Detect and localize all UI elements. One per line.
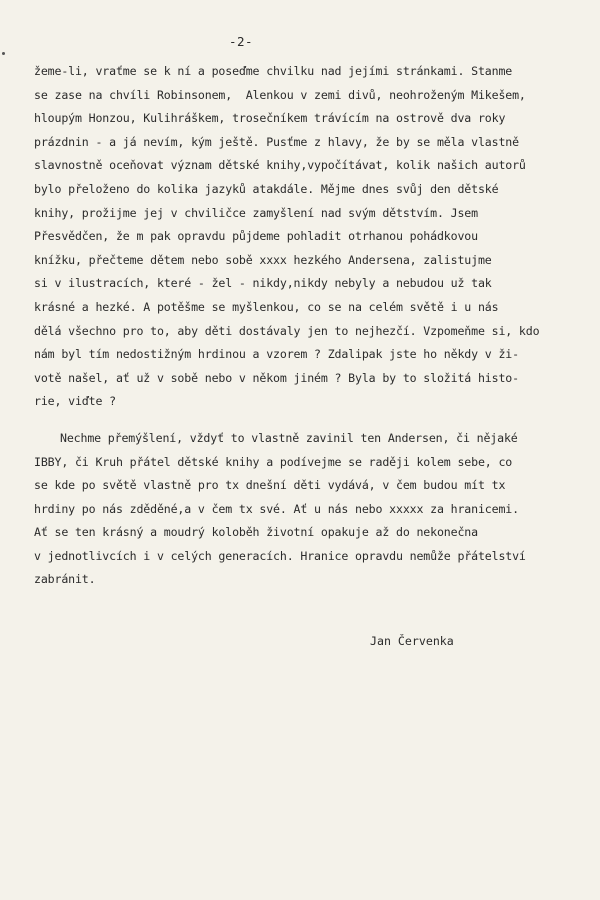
text-line: žeme-li, vraťme se k ní a poseďme chvilku nad jejími stránkami. Stanme xyxy=(34,64,513,78)
text-line: dělá všechno pro to, aby děti dostávaly jen to nejhezčí. Vzpomeňme si, kdo xyxy=(34,323,540,338)
text-line: IBBY, či Kruh přátel dětské knihy a podívejme se raději kolem sebe, co xyxy=(34,454,513,469)
text-line: hrdiny po nás zděděné,a v čem tx své. Ať u nás nebo xxxxx za hranicemi. xyxy=(34,501,519,516)
text-line: v jednotlivcích i v celých generacích. Hranice opravdu nemůže přátelství xyxy=(34,548,526,563)
text-line: Ať se ten krásný a moudrý koloběh životní opakuje až do nekonečna xyxy=(34,525,478,540)
text-line: Nechme přemýšlení, vždyť to vlastně zavinil ten Andersen, či nějaké xyxy=(60,430,518,445)
text-line: krásné a hezké. A potěšme se myšlenkou, co se na celém světě i u nás xyxy=(34,299,499,314)
text-line: zabránit. xyxy=(34,572,96,587)
page-number: -2- xyxy=(229,34,254,49)
text-line: se kde po světě vlastně pro tx dnešní děti vydává, v čem budou mít tx xyxy=(34,478,506,493)
author-signature: Jan Červenka xyxy=(370,634,454,648)
text-line: se zase na chvíli Robinsonem, Alenkou v zemi divů, neohroženým Mikešem, xyxy=(34,87,526,102)
text-line: rie, viďte ? xyxy=(34,394,116,409)
text-line: Přesvědčen, že m pak opravdu půjdeme pohladit otrhanou pohádkovou xyxy=(34,229,478,244)
text-line: hloupým Honzou, Kulihráškem, trosečníkem trávícím na ostrově dva roky xyxy=(34,111,506,126)
text-line: slavnostně oceňovat význam dětské knihy,vypočítávat, kolik našich autorů xyxy=(34,158,526,173)
margin-mark xyxy=(2,52,5,55)
text-line: votě našel, ať už v sobě nebo v někom jiném ? Byla by to složitá histo- xyxy=(34,370,519,385)
text-line: bylo přeloženo do kolika jazyků atakdále. Mějme dnes svůj den dětské xyxy=(34,181,499,196)
text-line: nám byl tím nedostižným hrdinou a vzorem ? Zdalipak jste ho někdy v ži- xyxy=(34,347,519,362)
body-text xyxy=(34,60,600,592)
text-line: si v ilustracích, které - žel - nikdy,nikdy nebyly a nebudou už tak xyxy=(34,276,492,291)
text-line: knížku, přečteme dětem nebo sobě xxxx hezkého Andersena, zalistujme xyxy=(34,252,492,267)
text-line: prázdnin - a já nevím, kým ještě. Pusťme z hlavy, že by se měla vlastně xyxy=(34,134,519,149)
text-line: knihy, prožijme jej v chviličce zamyšlení nad svým dětstvím. Jsem xyxy=(34,205,478,220)
